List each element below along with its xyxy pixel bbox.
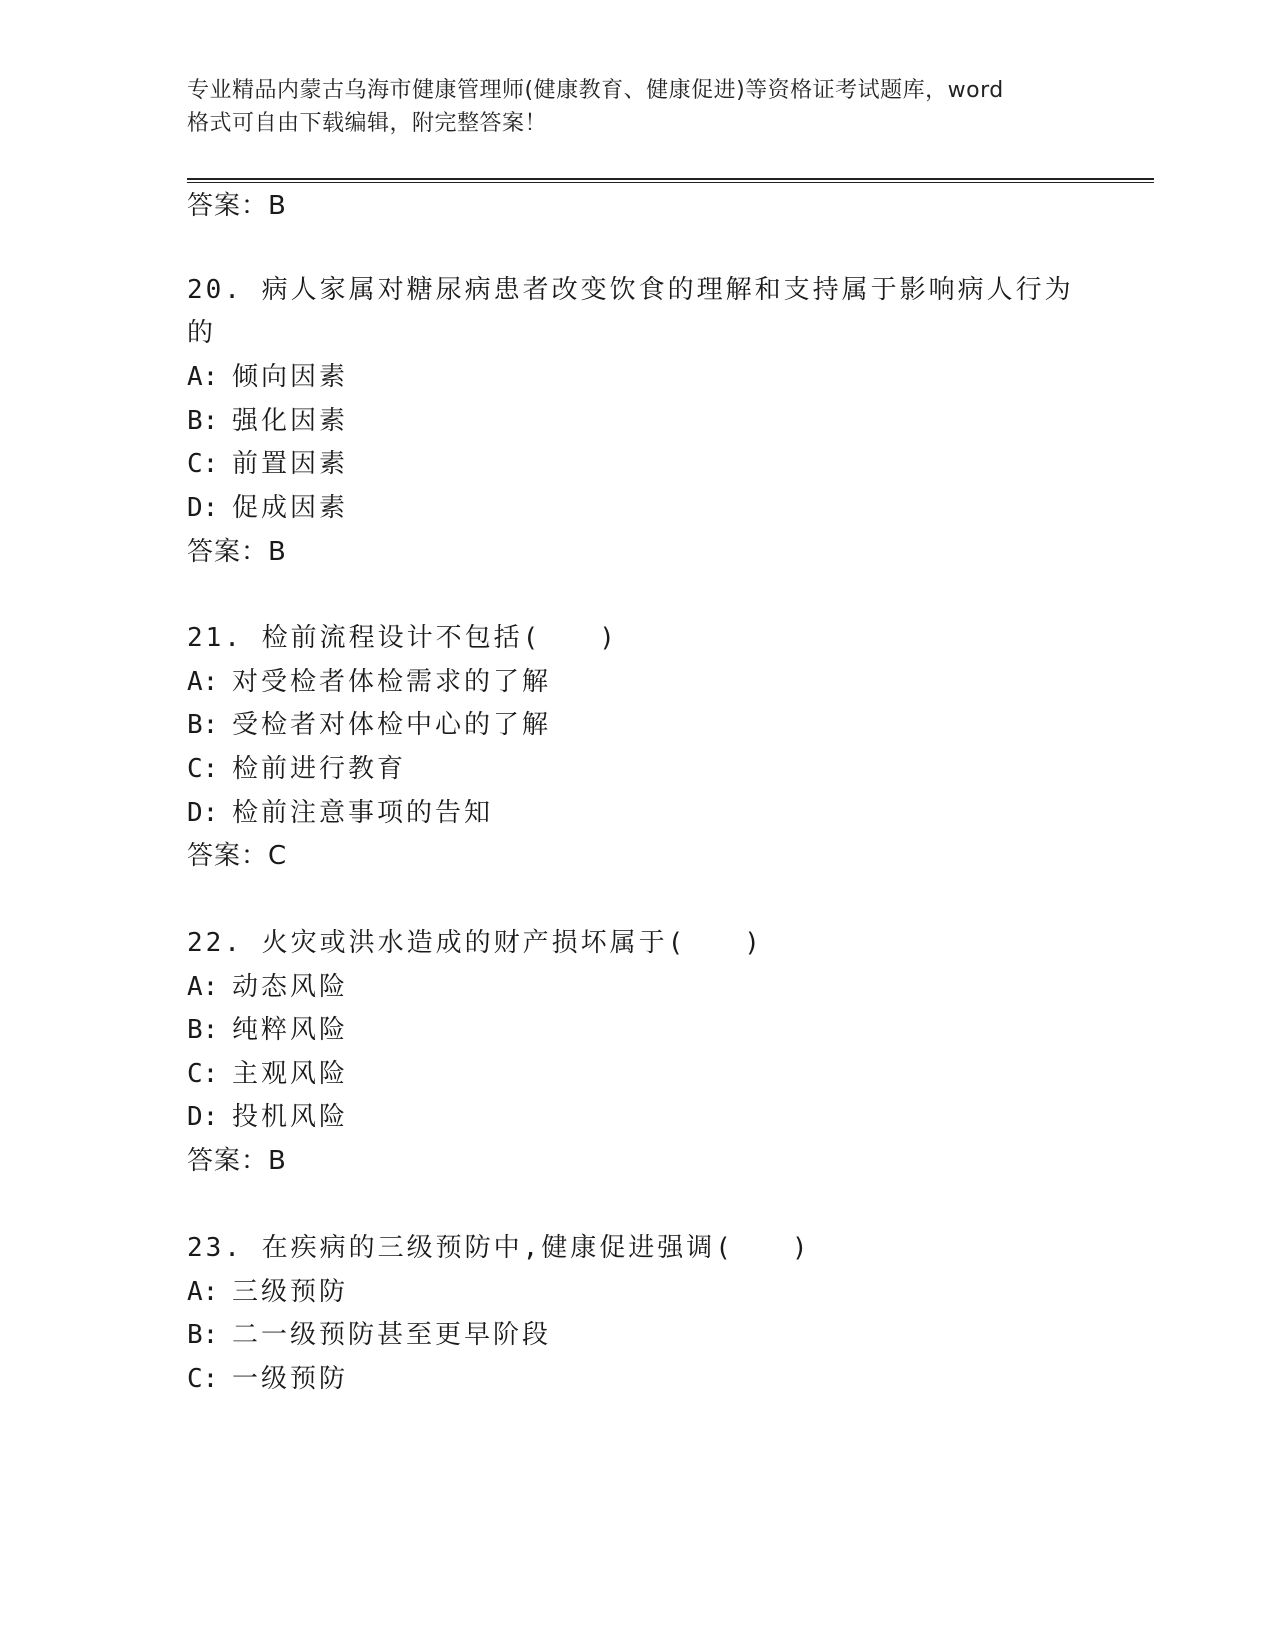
question-21-option-b: [187, 709, 551, 741]
question-20-stem-cont: 的: [187, 318, 217, 348]
option-key: B:: [187, 710, 219, 740]
question-20-stem: 20. 病人家属对糖尿病患者改变饮食的理解和支持属于影响病人行为: [187, 275, 1074, 305]
option-text: 倾向因素: [232, 362, 349, 392]
question-21-answer: 答案：C: [187, 841, 288, 871]
option-key: D:: [187, 798, 219, 828]
question-20-option-d: [187, 492, 348, 524]
question-23-option-b: [187, 1319, 551, 1351]
option-text: 投机风险: [232, 1102, 349, 1132]
question-20-option-c: [187, 448, 348, 480]
header-line-1: 专业精品内蒙古乌海市健康管理师(健康教育、健康促进)等资格证考试题库，word: [187, 78, 1004, 103]
option-text: 对受检者体检需求的了解: [232, 667, 552, 697]
question-22-answer: 答案：B: [187, 1146, 287, 1176]
option-text: 主观风险: [232, 1059, 349, 1089]
option-text: 纯粹风险: [232, 1015, 349, 1045]
option-text: 动态风险: [232, 972, 349, 1002]
question-21-option-a: [187, 666, 551, 698]
document-header: [187, 74, 1087, 140]
option-key: B:: [187, 406, 219, 436]
option-key: C:: [187, 1364, 219, 1394]
option-key: C:: [187, 449, 219, 479]
header-divider-thick: [187, 178, 1154, 180]
option-text: 强化因素: [232, 406, 349, 436]
header-line-2: 格式可自由下载编辑，附完整答案！: [187, 111, 548, 136]
option-text: 检前注意事项的告知: [232, 798, 494, 828]
question-23-option-c: [187, 1363, 348, 1395]
option-text: 二一级预防甚至更早阶段: [232, 1320, 552, 1350]
option-key: A:: [187, 362, 219, 392]
question-20-option-b: [187, 405, 348, 437]
question-20-option-a: [187, 361, 348, 393]
question-23-option-a: [187, 1276, 348, 1308]
option-text: 前置因素: [232, 449, 349, 479]
option-key: B:: [187, 1320, 219, 1350]
question-22-option-d: [187, 1101, 348, 1133]
option-key: D:: [187, 493, 219, 523]
question-22-option-b: [187, 1014, 348, 1046]
question-21-option-c: [187, 753, 406, 785]
header-divider-thin: [187, 182, 1154, 183]
option-key: C:: [187, 1059, 219, 1089]
question-23-stem: 23. 在疾病的三级预防中,健康促进强调( ): [187, 1233, 811, 1263]
option-text: 三级预防: [232, 1277, 349, 1307]
option-key: C:: [187, 754, 219, 784]
question-21-stem: 21. 检前流程设计不包括( ): [187, 623, 618, 653]
option-key: A:: [187, 972, 219, 1002]
option-text: 检前进行教育: [232, 754, 407, 784]
option-text: 促成因素: [232, 493, 349, 523]
option-key: D:: [187, 1102, 219, 1132]
option-key: A:: [187, 667, 219, 697]
previous-answer: 答案：B: [187, 191, 287, 221]
question-20-answer: 答案：B: [187, 537, 287, 567]
question-22-option-c: [187, 1058, 348, 1090]
question-22-option-a: [187, 971, 348, 1003]
option-key: B:: [187, 1015, 219, 1045]
option-text: 一级预防: [232, 1364, 349, 1394]
question-22-stem: 22. 火灾或洪水造成的财产损坏属于( ): [187, 928, 763, 958]
option-key: A:: [187, 1277, 219, 1307]
option-text: 受检者对体检中心的了解: [232, 710, 552, 740]
question-21-option-d: [187, 797, 493, 829]
